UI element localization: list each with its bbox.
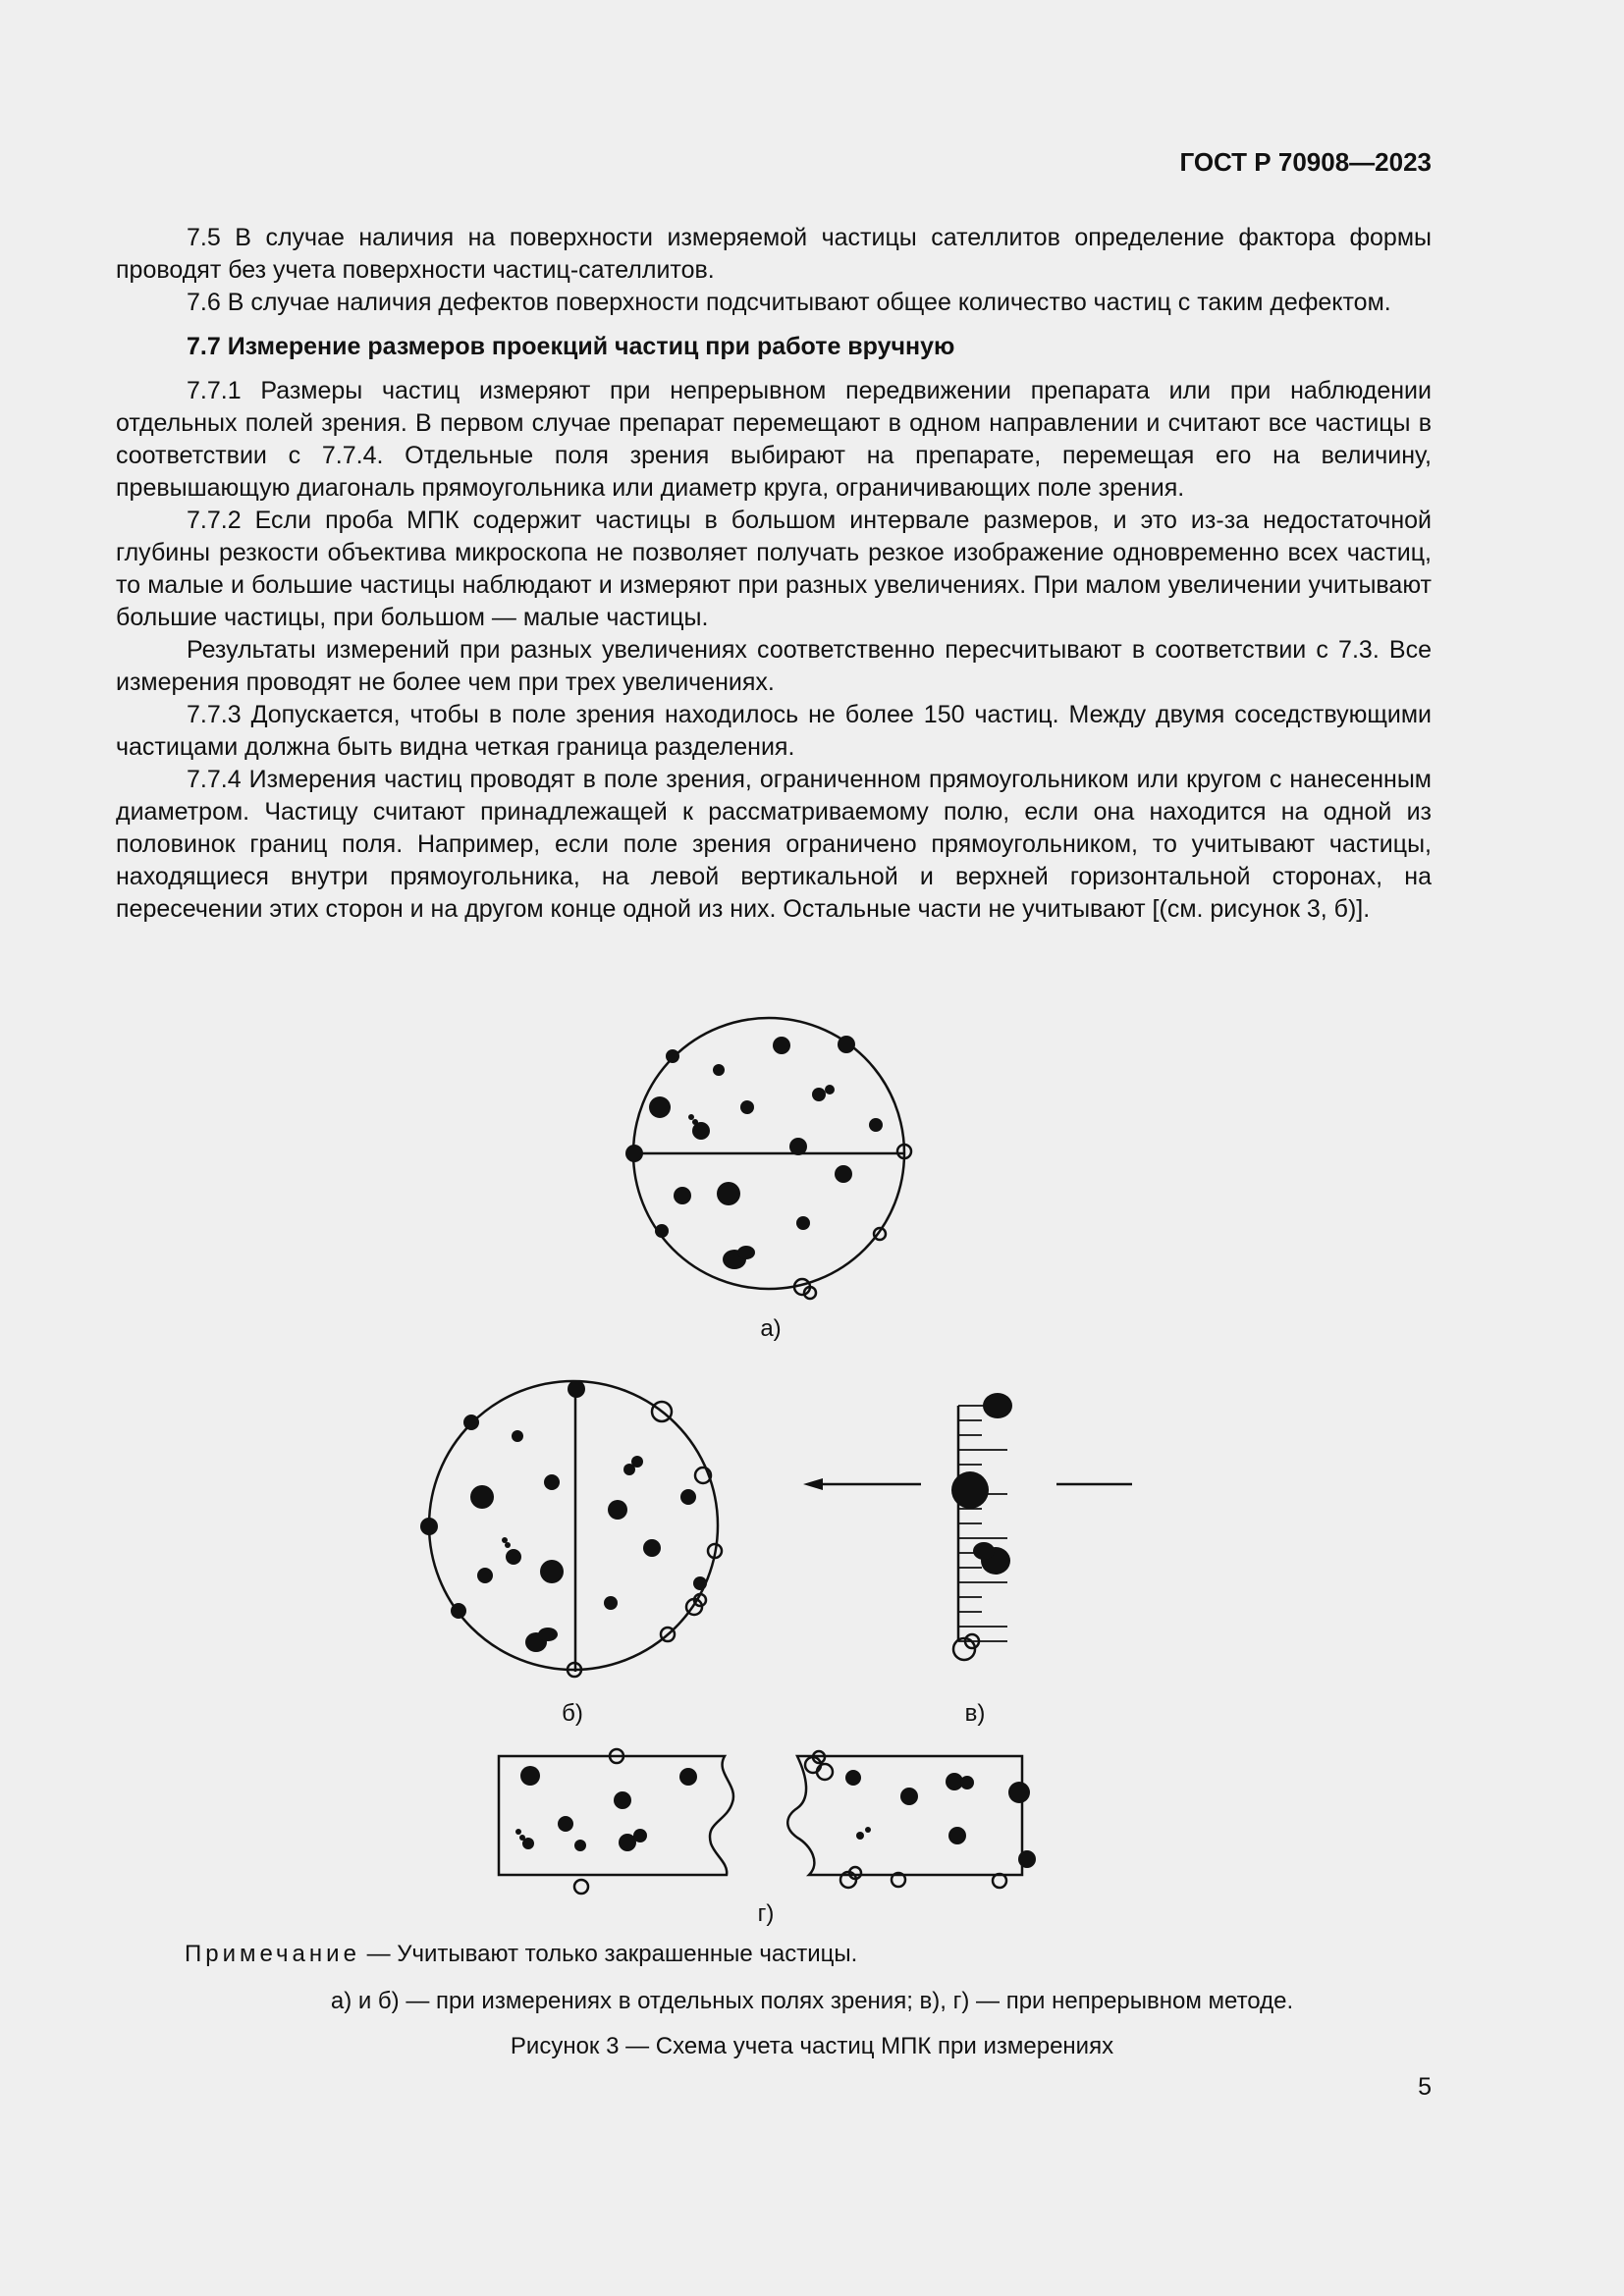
figure-label-a: а) <box>760 1315 782 1342</box>
paragraph-7-7-4: 7.7.4 Измерения частиц проводят в поле зрения, ограниченном прямоугольником или кругом с нанесенным диаметром. Частицу считают принадлежащей к рассматриваемому полю, если она находится на одной из половинок границ поля. Например, если поле зрения ограничено прямоугольником, то учитывают частицы, находящиеся внутри прямоугольника, на левой вертикальной и верхней горизонтальной сторонах, на пересечении этих сторон и на другом конце одной из них. Остальные части не учитывают [(см. рисунок 3, б)]. <box>116 766 1432 923</box>
paragraph-7-6: 7.6 В случае наличия дефектов поверхности подсчитывают общее количество частиц с таким дефектом. <box>187 289 1391 316</box>
page-number: 5 <box>1418 2073 1432 2101</box>
paragraph-7-7-1: 7.7.1 Размеры частиц измеряют при непрерывном передвижении препарата или при наблюдении отдельных полей зрения. В первом случае препарат перемещают в одном направлении и считают все частицы в соответствии с 7.7.4. Отдельные поля зрения выбирают на препарате, перемещая его на величину, превышающую диагональ прямоугольника или диаметр круга, ограничивающих поле зрения. <box>116 377 1432 502</box>
diagram-a-circle-field <box>625 1018 911 1299</box>
body-text <box>116 222 1432 926</box>
note-lead: Примечание <box>185 1941 360 1967</box>
figure-label-b: б) <box>562 1700 583 1727</box>
diagram-g-continuous-strip <box>499 1749 1036 1894</box>
figure-label-g: г) <box>757 1900 775 1927</box>
document-id: ГОСТ Р 70908—2023 <box>1179 147 1432 177</box>
figure-note <box>185 1941 857 1968</box>
figure-legend: а) и б) — при измерениях в отдельных полях зрения; в), г) — при непрерывном методе. <box>330 1988 1294 2014</box>
figure-3 <box>0 1001 1624 1944</box>
paragraph-7-7-3: 7.7.3 Допускается, чтобы в поле зрения находилось не более 150 частиц. Между двумя соседствующими частицами должна быть видна четкая граница разделения. <box>116 701 1432 761</box>
diagram-b-circle-field <box>420 1380 722 1677</box>
diagram-v-scale-strip <box>803 1393 1132 1660</box>
section-heading-7-7: 7.7 Измерение размеров проекций частиц при работе вручную <box>187 333 955 360</box>
note-text: — Учитывают только закрашенные частицы. <box>359 1941 858 1967</box>
paragraph-7-7-2-continued: Результаты измерений при разных увеличениях соответственно пересчитывают в соответствии с 7.3. Все измерения проводят не более чем при трех увеличениях. <box>116 636 1432 696</box>
paragraph-7-5: 7.5 В случае наличия на поверхности измеряемой частицы сателлитов определение фактора формы проводят без учета поверхности частиц-сателлитов. <box>116 224 1432 284</box>
paragraph-7-7-2: 7.7.2 Если проба МПК содержит частицы в большом интервале размеров, и это из-за недостаточной глубины резкости объектива микроскопа не позволяет получать резкое изображение одновременно всех частиц, то малые и большие частицы наблюдают и измеряют при разных увеличениях. При малом увеличении учитывают большие частицы, при большом — малые частицы. <box>116 507 1432 631</box>
figure-3-drawing <box>0 1001 1624 1944</box>
figure-label-v: в) <box>964 1700 986 1727</box>
figure-caption: Рисунок 3 — Схема учета частиц МПК при измерениях <box>510 2033 1114 2059</box>
